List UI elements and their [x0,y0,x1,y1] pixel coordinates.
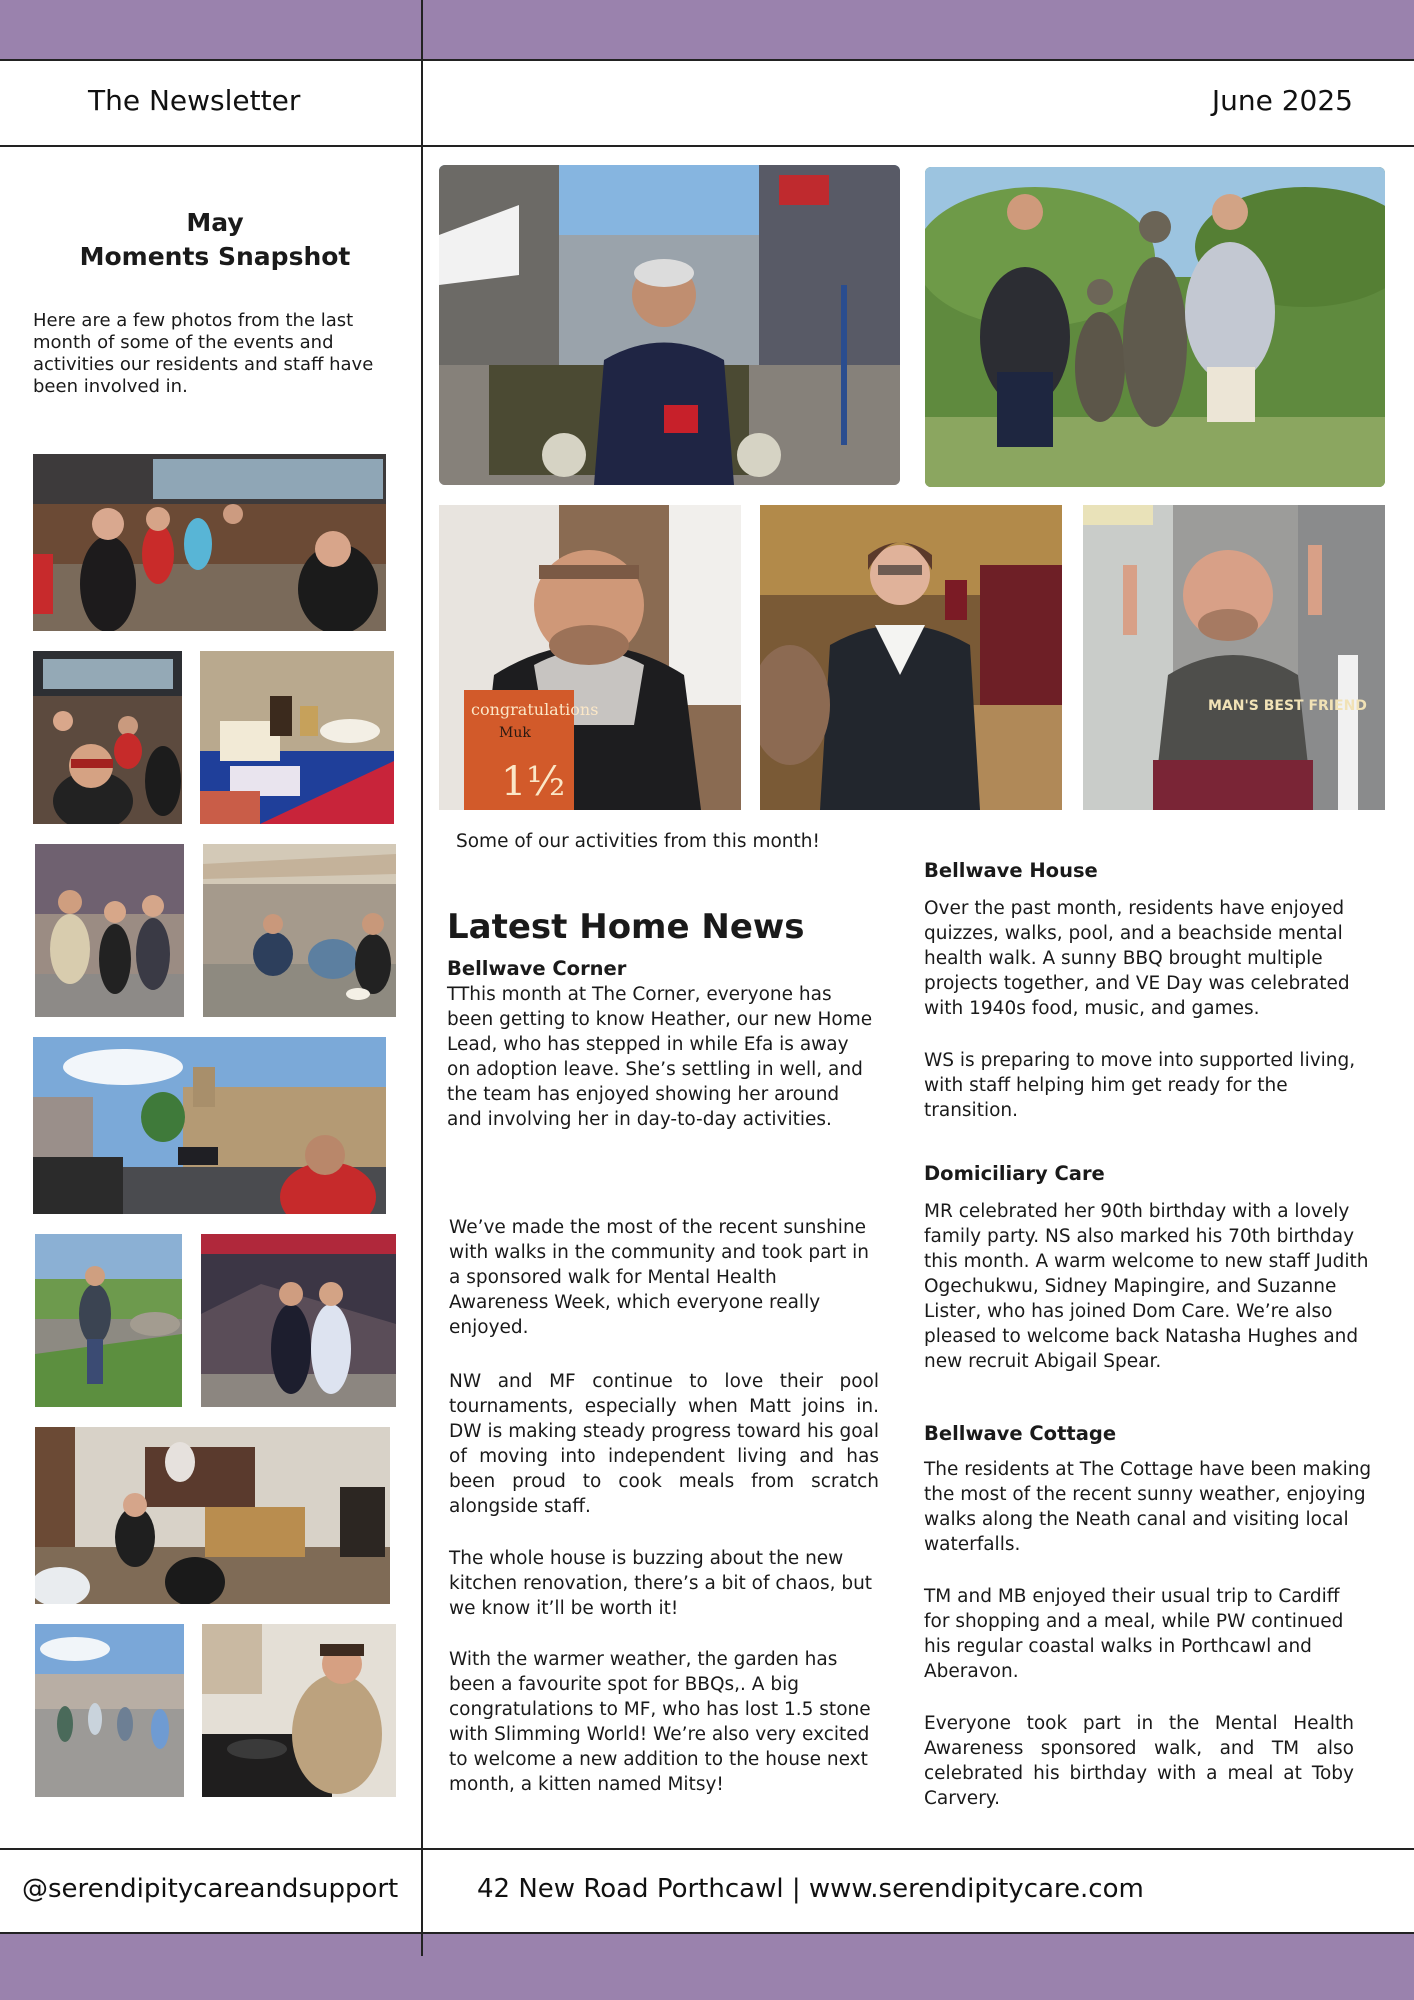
photo-statue-visit [925,167,1385,487]
cottage-p2: TM and MB enjoyed their usual trip to Cardiff for shopping and a meal, while PW continued his regular coastal walks in Porthcawl and Aberavon. [924,1586,1344,1682]
house-heading: Bellwave House [924,859,1098,882]
photo-street-party [203,844,396,1017]
cottage-p1: The residents at The Cottage have been making the most of the recent sunny weather, enjoying walks along the Neath canal and visiting local waterfalls. [924,1459,1372,1555]
snapshot-title-line2: Moments Snapshot [79,242,351,271]
header-rule [0,145,1414,147]
photo-walking-group [35,1624,184,1797]
photo-ve-day-backdrop [201,1234,396,1407]
snapshot-intro: Here are a few photos from the last month of some of the events and activities our residents and staff have been involved in. [33,310,374,397]
card-number: 1½ [501,759,566,805]
bottom-accent-band [0,1934,1414,2000]
photo-three-friends [35,844,184,1017]
cottage-p3: Everyone took part in the Mental Health Awareness sponsored walk, and TM also celebrated his birthday with a meal at Toby Carvery. [924,1713,1354,1809]
bottom-rule [0,1932,1414,1934]
top-rule [0,59,1414,61]
photo-caption: Some of our activities from this month! [456,831,820,852]
photo-congratulations-card [439,505,741,810]
top-accent-band [0,0,1414,59]
photo-cafe-terrace [33,454,386,631]
corner-p3: NW and MF continue to love their pool tournaments, especially when Matt joins in. DW is making steady progress toward his goal of moving into independent living and has been proud to cook meals from scratch alongside staff. [449,1371,879,1517]
shirt-text: MAN'S BEST FRIEND [1208,698,1367,714]
house-p2: WS is preparing to move into supported living, with staff helping him get ready for the transition. [924,1050,1356,1121]
photo-group-selfie [33,651,182,824]
house-p1: Over the past month, residents have enjoyed quizzes, walks, pool, and a beachside mental health walk. A sunny BBQ brought multiple projects together, and VE Day was celebrated with 1940s food, music, and games. [924,898,1350,1019]
dom-p1: MR celebrated her 90th birthday with a lovely family party. NS also marked his 70th birthday this month. A warm welcome to new staff Judith Ogechukwu, Sidney Mapingire, and Suzanne Lister, who has joined Dom Care. We’re also pleased to welcome back Natasha Hughes and new recruit Abigail Spear. [924,1201,1369,1372]
photo-peace-sign [1083,505,1385,810]
photo-cooking [202,1624,396,1797]
social-handle[interactable]: @serendipitycareandsupport [22,1874,399,1904]
card-text-name: Muk [499,725,531,741]
photo-living-room [35,1427,390,1604]
corner-p1: TThis month at The Corner, everyone has been getting to know Heather, our new Home Lead, who has stepped in while Efa is away on adoption leave. She’s settling in well, and the team has enjoyed showing her around and involving her in day-to-day activities. [447,984,873,1130]
news-title: Latest Home News [447,907,805,947]
snapshot-title-line1: May [186,208,244,237]
footer-rule [0,1848,1414,1850]
photo-army-jeep [439,165,900,485]
dom-heading: Domiciliary Care [924,1162,1105,1185]
photo-ve-day-table [200,651,394,824]
column-divider [421,0,423,1956]
photo-mini-golf [35,1234,182,1407]
photo-castle-street [33,1037,386,1214]
cottage-heading: Bellwave Cottage [924,1422,1117,1445]
address-website[interactable]: 42 New Road Porthcawl | www.serendipitycare.com [477,1874,1144,1904]
newsletter-title: The Newsletter [88,84,301,117]
snapshot-title [40,206,390,274]
corner-p2: We’ve made the most of the recent sunshine with walks in the community and took part in a sponsored walk for Mental Health Awareness Week, which everyone really enjoyed. [449,1217,870,1338]
issue-date: June 2025 [1211,84,1353,117]
card-text: congratulations [471,700,599,719]
photo-pub-drink [760,505,1062,810]
corner-heading: Bellwave Corner [447,957,627,980]
corner-p5: With the warmer weather, the garden has been a favourite spot for BBQs,. A big congratulations to MF, who has lost 1.5 stone with Slimming World! We’re also very excited to welcome a new addition to the house next month, a kitten named Mitsy! [449,1649,871,1795]
corner-p4: The whole house is buzzing about the new kitchen renovation, there’s a bit of chaos, but we know it’ll be worth it! [449,1548,873,1619]
